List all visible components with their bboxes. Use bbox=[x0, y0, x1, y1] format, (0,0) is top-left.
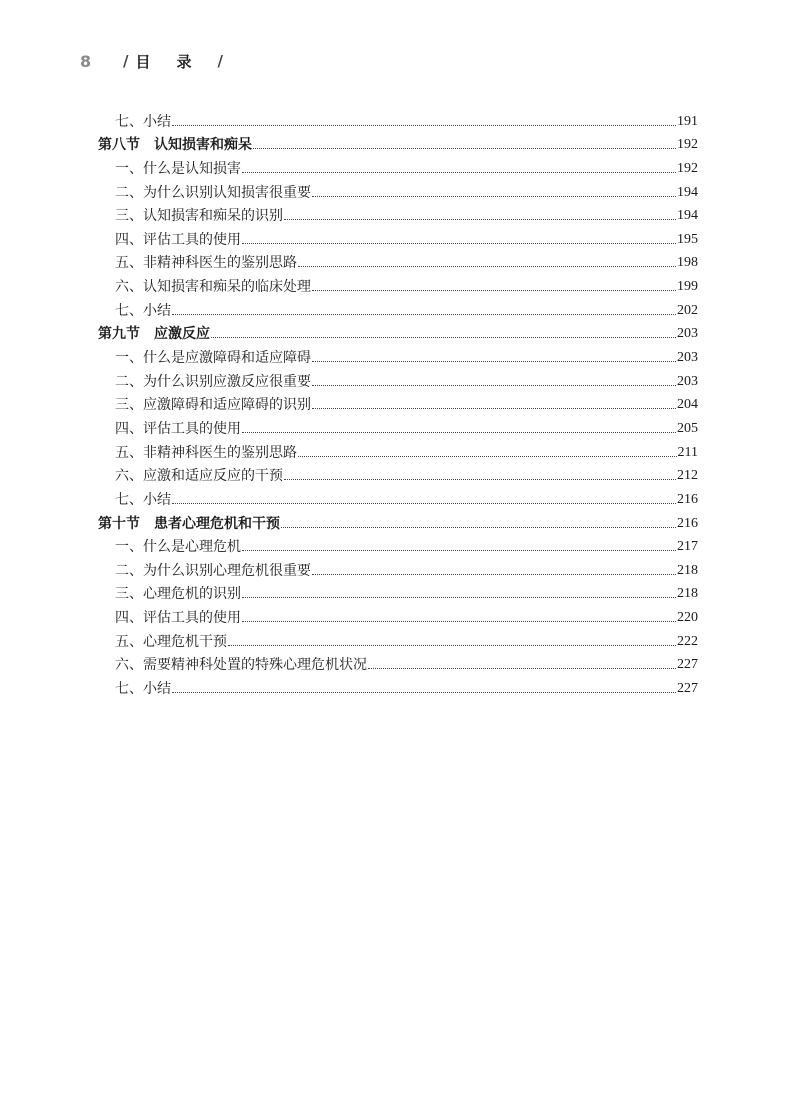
toc-page-number: 194 bbox=[677, 184, 698, 200]
header-slash-left: / bbox=[123, 52, 129, 70]
toc-section-title: 患者心理危机和干预 bbox=[154, 515, 280, 532]
toc-section-title: 认知损害和痴呆 bbox=[154, 137, 252, 154]
toc-subsection-entry[interactable] bbox=[98, 391, 698, 415]
toc-section-number: 第十节 bbox=[98, 515, 140, 532]
toc-subsection-entry[interactable] bbox=[98, 533, 698, 557]
toc-entry-label: 四、评估工具的使用 bbox=[115, 610, 241, 627]
toc-section-number: 第八节 bbox=[98, 137, 140, 154]
toc-subsection-entry[interactable] bbox=[98, 651, 698, 675]
dot-leader bbox=[368, 668, 676, 669]
toc-page-number: 203 bbox=[677, 373, 698, 389]
toc-entry-label: 五、非精神科医生的鉴别思路 bbox=[115, 444, 297, 461]
toc-page-number: 227 bbox=[677, 681, 698, 697]
toc-subsection-entry[interactable] bbox=[98, 225, 698, 249]
dot-leader bbox=[172, 692, 676, 693]
toc-page-number: 198 bbox=[677, 255, 698, 271]
toc-page-number: 217 bbox=[677, 539, 698, 555]
toc-entry-label: 六、应激和适应反应的干预 bbox=[115, 468, 283, 485]
toc-entry-label: 七、小结 bbox=[115, 491, 171, 508]
dot-leader bbox=[298, 456, 677, 457]
dot-leader bbox=[284, 479, 676, 480]
toc-subsection-entry[interactable] bbox=[98, 367, 698, 391]
toc-page-number: 195 bbox=[677, 231, 698, 247]
toc-subsection-entry[interactable] bbox=[98, 674, 698, 698]
toc-subsection-entry[interactable] bbox=[98, 462, 698, 486]
toc-entry-label: 四、评估工具的使用 bbox=[115, 231, 241, 248]
dot-leader bbox=[242, 432, 676, 433]
toc-subsection-entry[interactable] bbox=[98, 202, 698, 226]
toc-page-number: 211 bbox=[677, 444, 698, 460]
dot-leader bbox=[312, 574, 676, 575]
dot-leader bbox=[172, 503, 676, 504]
dot-leader bbox=[312, 290, 676, 291]
dot-leader bbox=[298, 266, 676, 267]
dot-leader bbox=[242, 172, 676, 173]
dot-leader bbox=[242, 550, 676, 551]
toc-entry-label bbox=[98, 515, 280, 533]
toc-entry-label: 三、认知损害和痴呆的识别 bbox=[115, 208, 283, 225]
dot-leader bbox=[312, 385, 676, 386]
toc-page-number: 202 bbox=[677, 302, 698, 318]
toc-page-number: 192 bbox=[677, 137, 698, 153]
toc-page-number: 227 bbox=[677, 657, 698, 673]
toc-subsection-entry[interactable] bbox=[98, 296, 698, 320]
toc-page-number: 204 bbox=[677, 397, 698, 413]
toc-entry-label: 三、心理危机的识别 bbox=[115, 586, 241, 603]
toc-page-number: 220 bbox=[677, 610, 698, 626]
toc-page-number: 218 bbox=[677, 586, 698, 602]
dot-leader bbox=[253, 148, 676, 149]
toc-entry-label: 六、认知损害和痴呆的临床处理 bbox=[115, 279, 311, 296]
toc-entry-label: 五、非精神科医生的鉴别思路 bbox=[115, 255, 297, 272]
dot-leader bbox=[281, 527, 676, 528]
toc-entry-label: 四、评估工具的使用 bbox=[115, 420, 241, 437]
page-number: 8 bbox=[80, 51, 92, 71]
toc-section-title: 应激反应 bbox=[154, 326, 210, 343]
toc-entry-label: 五、心理危机干预 bbox=[115, 633, 227, 650]
page-header bbox=[80, 50, 230, 72]
toc-subsection-entry[interactable] bbox=[98, 154, 698, 178]
toc-page-number: 205 bbox=[677, 420, 698, 436]
toc-entry-label: 二、为什么识别心理危机很重要 bbox=[115, 562, 311, 579]
dot-leader bbox=[284, 219, 676, 220]
toc-entry-label: 一、什么是应激障碍和适应障碍 bbox=[115, 350, 311, 367]
toc-subsection-entry[interactable] bbox=[98, 485, 698, 509]
toc-entry-label bbox=[98, 325, 210, 343]
dot-leader bbox=[312, 196, 676, 197]
toc-page-number: 194 bbox=[677, 208, 698, 224]
toc-page-number: 191 bbox=[677, 113, 698, 129]
dot-leader bbox=[242, 243, 676, 244]
toc-subsection-entry[interactable] bbox=[98, 178, 698, 202]
toc-page-number: 212 bbox=[677, 468, 698, 484]
toc-entry-label: 七、小结 bbox=[115, 113, 171, 130]
toc-subsection-entry[interactable] bbox=[98, 603, 698, 627]
toc-subsection-entry[interactable] bbox=[98, 438, 698, 462]
toc-subsection-entry[interactable] bbox=[98, 580, 698, 604]
dot-leader bbox=[172, 314, 676, 315]
toc-section-number: 第九节 bbox=[98, 326, 140, 343]
dot-leader bbox=[172, 125, 676, 126]
dot-leader bbox=[242, 621, 676, 622]
toc-section-entry[interactable] bbox=[98, 131, 698, 155]
toc-page-number: 203 bbox=[677, 350, 698, 366]
dot-leader bbox=[312, 408, 676, 409]
toc-subsection-entry[interactable] bbox=[98, 556, 698, 580]
toc-entry-label: 三、应激障碍和适应障碍的识别 bbox=[115, 397, 311, 414]
toc-page-number: 192 bbox=[677, 160, 698, 176]
toc-entry-label: 二、为什么识别认知损害很重要 bbox=[115, 184, 311, 201]
toc-entry-label: 二、为什么识别应激反应很重要 bbox=[115, 373, 311, 390]
toc-page-number: 216 bbox=[677, 491, 698, 507]
toc-section-entry[interactable] bbox=[98, 320, 698, 344]
dot-leader bbox=[211, 337, 676, 338]
toc-page-number: 216 bbox=[677, 515, 698, 531]
toc-entry-label: 六、需要精神科处置的特殊心理危机状况 bbox=[115, 657, 367, 674]
dot-leader bbox=[312, 361, 676, 362]
toc-entry-label: 七、小结 bbox=[115, 302, 171, 319]
dot-leader bbox=[228, 645, 676, 646]
toc-subsection-entry[interactable] bbox=[98, 272, 698, 296]
toc-section-entry[interactable] bbox=[98, 509, 698, 533]
toc-entry-label: 一、什么是认知损害 bbox=[115, 160, 241, 177]
toc-entry-label: 七、小结 bbox=[115, 681, 171, 698]
toc-page-number: 222 bbox=[677, 633, 698, 649]
toc-subsection-entry[interactable] bbox=[98, 414, 698, 438]
toc-entry-label bbox=[98, 136, 252, 154]
toc-page-number: 203 bbox=[677, 326, 698, 342]
toc-subsection-entry[interactable] bbox=[98, 343, 698, 367]
header-title: 目录 bbox=[135, 52, 218, 71]
table-of-contents bbox=[98, 107, 698, 698]
header-slash-right: / bbox=[217, 52, 223, 70]
toc-page-number: 199 bbox=[677, 279, 698, 295]
toc-subsection-entry[interactable] bbox=[98, 107, 698, 131]
dot-leader bbox=[242, 597, 676, 598]
toc-subsection-entry[interactable] bbox=[98, 627, 698, 651]
toc-page-number: 218 bbox=[677, 562, 698, 578]
toc-entry-label: 一、什么是心理危机 bbox=[115, 539, 241, 556]
toc-subsection-entry[interactable] bbox=[98, 249, 698, 273]
